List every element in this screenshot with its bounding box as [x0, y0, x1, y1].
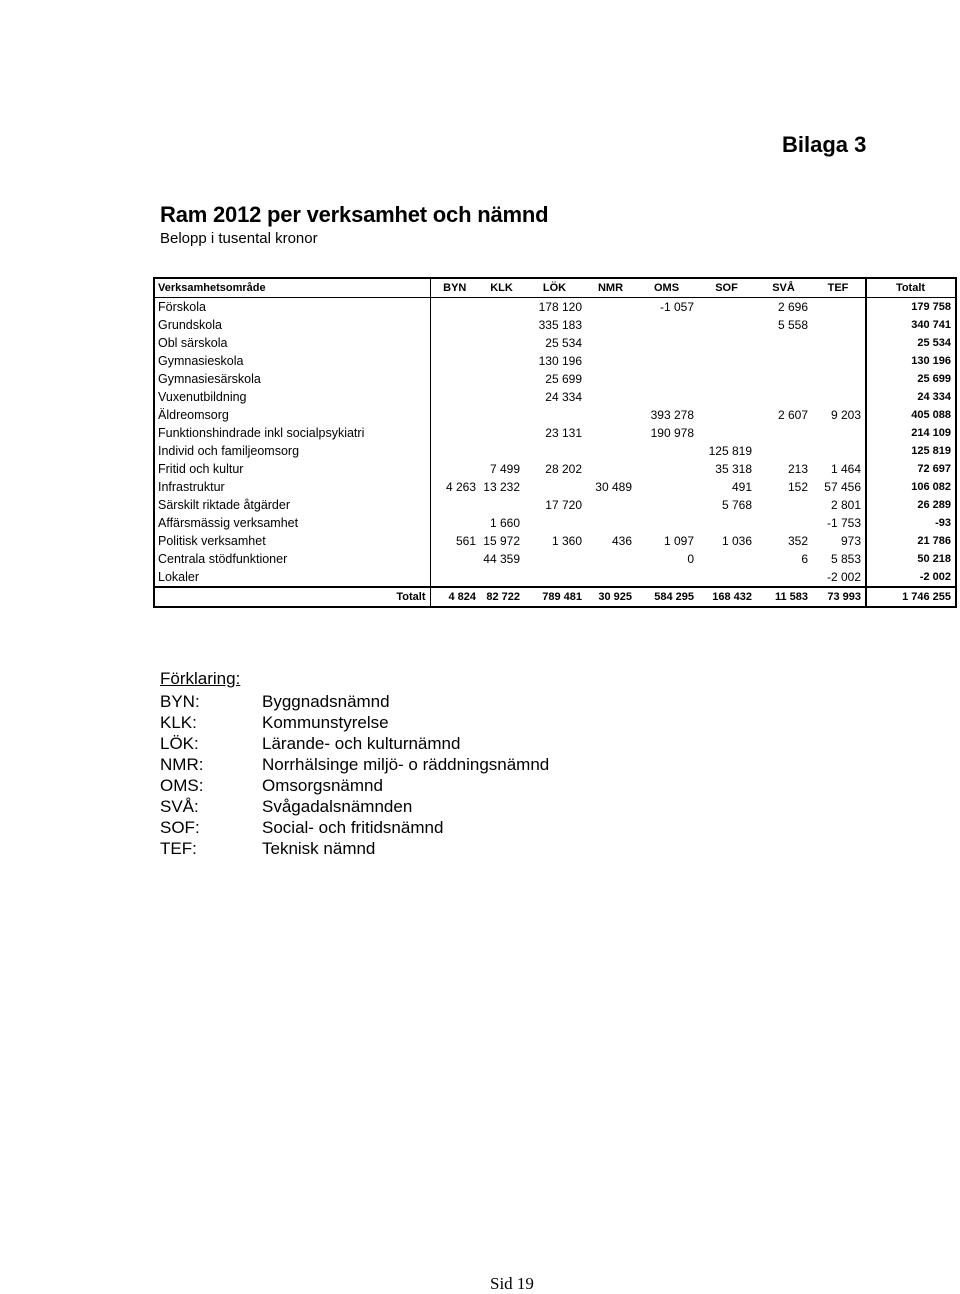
total-cell-oms: 584 295 [636, 587, 698, 607]
table-cell [586, 442, 636, 460]
table-cell: 5 558 [777, 318, 808, 332]
table-cell [756, 334, 812, 352]
table-cell: 1 097 [663, 534, 694, 548]
table-cell: 5 853 [830, 552, 861, 566]
row-label: Centrala stödfunktioner [158, 552, 288, 566]
row-label: Affärsmässig verksamhet [158, 516, 299, 530]
table-cell [756, 370, 812, 388]
table-cell [430, 298, 480, 317]
table-cell [812, 424, 866, 442]
table-cell [586, 352, 636, 370]
table-row [154, 478, 956, 496]
table-cell [524, 406, 586, 424]
table-cell: 9 203 [830, 408, 861, 422]
table-cell [586, 568, 636, 587]
table-row [154, 442, 956, 460]
legend-item [160, 733, 549, 754]
legend-description: Teknisk nämnd [262, 839, 376, 858]
table-cell: 130 196 [538, 354, 582, 368]
legend-description: Social- och fritidsnämnd [262, 818, 444, 837]
table-cell: 23 131 [545, 426, 582, 440]
column-header: SOF [698, 278, 756, 298]
column-header: Totalt [866, 278, 956, 298]
table-cell: 0 [687, 552, 694, 566]
row-label: Förskola [158, 300, 206, 314]
table-cell [698, 568, 756, 587]
row-total: 50 218 [866, 550, 956, 568]
table-cell [698, 370, 756, 388]
table-cell [480, 388, 524, 406]
table-cell: 190 978 [650, 426, 694, 440]
total-label: Totalt [154, 587, 430, 607]
row-total: 405 088 [866, 406, 956, 424]
table-row [154, 496, 956, 514]
table-cell [698, 388, 756, 406]
table-cell: 28 202 [545, 462, 582, 476]
table-cell: 973 [840, 534, 861, 548]
table-cell [698, 334, 756, 352]
table-row [154, 424, 956, 442]
column-header: TEF [812, 278, 866, 298]
table-row [154, 298, 956, 317]
row-total: 106 082 [866, 478, 956, 496]
table-cell [430, 424, 480, 442]
document-subtitle: Belopp i tusental kronor [160, 230, 318, 247]
legend-abbreviation: KLK: [160, 713, 197, 732]
table-body [154, 298, 956, 588]
table-row [154, 568, 956, 587]
table-cell [586, 298, 636, 317]
table-cell [812, 352, 866, 370]
table-cell [812, 370, 866, 388]
total-cell-tef: 73 993 [812, 587, 866, 607]
legend-abbreviation: LÖK: [160, 734, 199, 753]
table-cell: -1 753 [826, 516, 861, 530]
table-cell [636, 442, 698, 460]
table-cell [636, 316, 698, 334]
table-cell: 1 660 [489, 516, 520, 530]
row-total: 25 699 [866, 370, 956, 388]
table-cell: 25 699 [545, 372, 582, 386]
table-cell: 44 359 [483, 552, 520, 566]
table-row [154, 532, 956, 550]
row-label: Grundskola [158, 318, 222, 332]
row-total: 21 786 [866, 532, 956, 550]
legend-abbreviation: SOF: [160, 818, 200, 837]
table-cell [812, 388, 866, 406]
total-cell-totalt: 1 746 255 [866, 587, 956, 607]
table-cell [430, 352, 480, 370]
table-cell: 491 [731, 480, 752, 494]
table-cell [524, 514, 586, 532]
table-cell [480, 496, 524, 514]
table-row [154, 388, 956, 406]
table-cell [480, 424, 524, 442]
column-header: SVÅ [756, 278, 812, 298]
table-cell [756, 352, 812, 370]
row-label: Gymnasiesärskola [158, 372, 261, 386]
legend-item [160, 817, 549, 838]
table-cell [756, 514, 812, 532]
table-cell [698, 424, 756, 442]
table-cell [636, 478, 698, 496]
page-number: Sid 19 [490, 1274, 534, 1293]
table-cell [756, 424, 812, 442]
total-cell-sof: 168 432 [698, 587, 756, 607]
column-header: NMR [586, 278, 636, 298]
attachment-label: Bilaga 3 [782, 132, 867, 157]
legend-description: Norrhälsinge miljö- o räddningsnämnd [262, 755, 550, 774]
table-cell [586, 370, 636, 388]
table-total-row [154, 587, 956, 607]
table-cell: 1 464 [830, 462, 861, 476]
table-row [154, 316, 956, 334]
legend-description: Byggnadsnämnd [262, 692, 390, 711]
table-cell: 5 768 [721, 498, 752, 512]
legend-abbreviation: NMR: [160, 755, 204, 774]
table-cell [524, 550, 586, 568]
legend-item [160, 838, 549, 859]
table-cell: 213 [787, 462, 808, 476]
table-cell [586, 424, 636, 442]
legend-abbreviation: OMS: [160, 776, 204, 795]
legend-item [160, 754, 549, 775]
table-cell [430, 442, 480, 460]
table-cell: 7 499 [489, 462, 520, 476]
table-cell [698, 514, 756, 532]
row-label: Lokaler [158, 570, 199, 584]
table-row [154, 514, 956, 532]
table-cell [636, 460, 698, 478]
table-row [154, 352, 956, 370]
table-row [154, 460, 956, 478]
legend-abbreviation: SVÅ: [160, 797, 199, 816]
table-cell [698, 406, 756, 424]
table-cell [812, 316, 866, 334]
table-cell [480, 442, 524, 460]
table-cell: -1 057 [659, 300, 694, 314]
table-cell [698, 298, 756, 317]
total-cell-lok: 789 481 [524, 587, 586, 607]
table-cell [430, 334, 480, 352]
table-cell [430, 388, 480, 406]
document-title: Ram 2012 per verksamhet och nämnd [160, 202, 549, 227]
table-cell [524, 478, 586, 496]
table-cell [430, 496, 480, 514]
row-total: 340 741 [866, 316, 956, 334]
row-label: Politisk verksamhet [158, 534, 266, 548]
legend-list [160, 691, 549, 859]
table-cell [812, 442, 866, 460]
table-cell: 25 534 [545, 336, 582, 350]
table-cell [480, 406, 524, 424]
table-cell [586, 334, 636, 352]
budget-table-container [153, 277, 955, 608]
table-cell: 15 972 [483, 534, 520, 548]
column-header: LÖK [524, 278, 586, 298]
row-label: Individ och familjeomsorg [158, 444, 300, 458]
table-cell [698, 316, 756, 334]
table-cell: 561 [430, 532, 480, 550]
total-cell-sva: 11 583 [756, 587, 812, 607]
table-cell [636, 514, 698, 532]
table-cell [430, 316, 480, 334]
column-header: Verksamhetsområde [154, 278, 430, 298]
table-cell: 4 263 [430, 478, 480, 496]
table-cell [586, 460, 636, 478]
table-cell: 352 [787, 534, 808, 548]
legend-item [160, 796, 549, 817]
legend-item [160, 775, 549, 796]
table-cell: -2 002 [826, 570, 861, 584]
row-label: Fritid och kultur [158, 462, 244, 476]
table-cell: 6 [801, 552, 808, 566]
table-cell [430, 568, 480, 587]
legend-heading: Förklaring: [160, 669, 241, 688]
total-cell-byn: 4 824 [430, 587, 480, 607]
total-cell-nmr: 30 925 [586, 587, 636, 607]
table-cell: 13 232 [483, 480, 520, 494]
table-cell: 152 [787, 480, 808, 494]
table-cell: 2 696 [777, 300, 808, 314]
total-cell-klk: 82 722 [480, 587, 524, 607]
table-cell [524, 568, 586, 587]
legend-abbreviation: BYN: [160, 692, 200, 711]
legend-item [160, 691, 549, 712]
row-label: Vuxenutbildning [158, 390, 247, 404]
table-cell: 393 278 [650, 408, 694, 422]
row-total: -93 [866, 514, 956, 532]
table-cell [586, 316, 636, 334]
table-cell [756, 568, 812, 587]
legend [160, 669, 549, 859]
row-total: 130 196 [866, 352, 956, 370]
table-cell [524, 442, 586, 460]
table-cell [586, 496, 636, 514]
table-header-row [154, 278, 956, 298]
row-total: -2 002 [866, 568, 956, 587]
table-cell [430, 370, 480, 388]
table-cell [586, 406, 636, 424]
table-cell [430, 550, 480, 568]
table-cell: 30 489 [595, 480, 632, 494]
table-cell: 1 036 [721, 534, 752, 548]
table-cell [430, 460, 480, 478]
table-cell [480, 316, 524, 334]
table-cell [636, 496, 698, 514]
legend-description: Kommunstyrelse [262, 713, 389, 732]
table-cell: 24 334 [545, 390, 582, 404]
table-cell [586, 514, 636, 532]
legend-description: Svågadalsnämnden [262, 797, 413, 816]
table-row [154, 406, 956, 424]
table-cell [756, 496, 812, 514]
table-cell: 335 183 [538, 318, 582, 332]
column-header: BYN [430, 278, 480, 298]
table-row [154, 550, 956, 568]
table-cell [586, 388, 636, 406]
table-cell [480, 568, 524, 587]
budget-table [153, 277, 957, 608]
table-cell: 57 456 [824, 480, 861, 494]
table-cell [636, 388, 698, 406]
legend-abbreviation: TEF: [160, 839, 197, 858]
table-cell [480, 352, 524, 370]
table-cell: 2 801 [830, 498, 861, 512]
table-cell [430, 514, 480, 532]
table-cell [636, 334, 698, 352]
table-cell: 436 [611, 534, 632, 548]
table-cell: 178 120 [538, 300, 582, 314]
column-header: OMS [636, 278, 698, 298]
legend-item [160, 712, 549, 733]
row-label: Gymnasieskola [158, 354, 244, 368]
table-cell [586, 550, 636, 568]
row-total: 214 109 [866, 424, 956, 442]
table-cell [636, 370, 698, 388]
legend-description: Omsorgsnämnd [262, 776, 383, 795]
table-cell: 35 318 [715, 462, 752, 476]
legend-description: Lärande- och kulturnämnd [262, 734, 461, 753]
row-label: Funktionshindrade inkl socialpsykiatri [158, 426, 365, 440]
row-total: 25 534 [866, 334, 956, 352]
table-cell [698, 550, 756, 568]
table-cell [430, 406, 480, 424]
row-label: Äldreomsorg [158, 408, 229, 422]
row-label: Infrastruktur [158, 480, 225, 494]
table-cell: 2 607 [777, 408, 808, 422]
row-total: 179 758 [866, 298, 956, 317]
table-cell [812, 334, 866, 352]
row-total: 72 697 [866, 460, 956, 478]
row-total: 24 334 [866, 388, 956, 406]
table-cell [812, 298, 866, 317]
table-cell [698, 352, 756, 370]
column-header: KLK [480, 278, 524, 298]
row-label: Obl särskola [158, 336, 228, 350]
table-cell: 125 819 [708, 444, 752, 458]
table-cell [756, 442, 812, 460]
table-cell [636, 352, 698, 370]
row-label: Särskilt riktade åtgärder [158, 498, 291, 512]
table-row [154, 334, 956, 352]
row-total: 26 289 [866, 496, 956, 514]
table-cell [480, 334, 524, 352]
table-cell [480, 370, 524, 388]
table-cell: 1 360 [551, 534, 582, 548]
table-cell [756, 388, 812, 406]
row-total: 125 819 [866, 442, 956, 460]
table-cell [480, 298, 524, 317]
table-cell: 17 720 [545, 498, 582, 512]
table-cell [636, 568, 698, 587]
table-row [154, 370, 956, 388]
